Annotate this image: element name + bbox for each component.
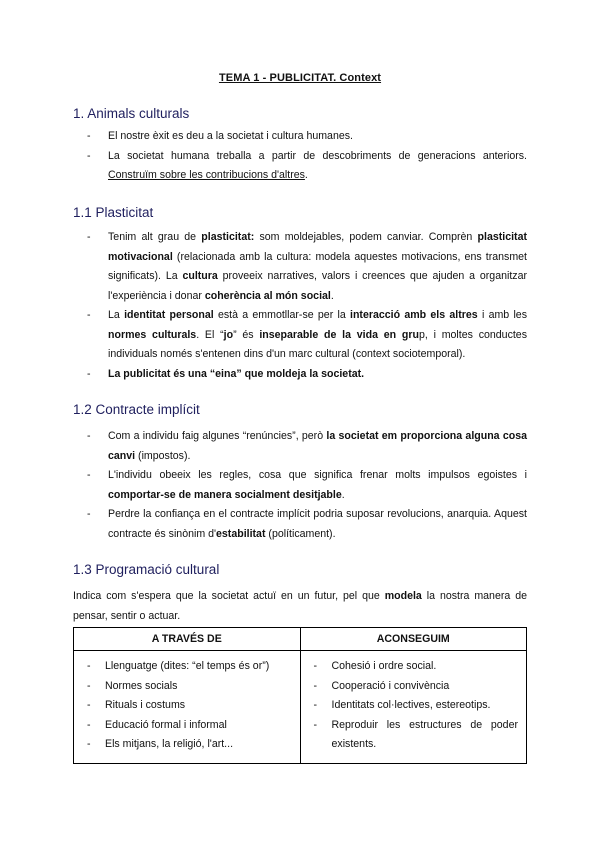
heading-programacio-cultural: 1.3 Programació cultural — [73, 562, 220, 577]
list-item: - La identitat personal està a emmotllar-se per la interacció amb els altres i amb les normes culturals. El “jo” és inseparable de la vida en grup, i moltes conductes individuals només s'entenen dins d'un marc cultural (context sociotemporal). — [87, 306, 527, 365]
table-header-aconseguim: ACONSEGUIM — [300, 628, 527, 651]
list-item: - La publicitat és una “eina” que moldeja la societat. — [87, 365, 527, 385]
list-item: - Tenim alt grau de plasticitat: som moldejables, podem canviar. Comprèn plasticitat motivacional (relacionada amb la cultura: modela aquestes motivacions, ens transmet significats). La cultura proveeix narratives, valors i creences que ajuden a organitzar l'experiència i donar coherència al món social. — [87, 228, 527, 306]
list-contracte-implicit — [87, 427, 527, 544]
list-item: - Perdre la confiança en el contracte implícit podria suposar revolucions, anarquia. Aquest contracte és sinònim d'estabilitat (políticament). — [87, 505, 527, 544]
heading-plasticitat: 1.1 Plasticitat — [73, 205, 154, 220]
paragraph-programacio: Indica com s'espera que la societat actuï en un futur, pel que modela la nostra manera de pensar, sentir o actuar. — [73, 590, 527, 622]
list-item: - Reproduir les estructures de poder existents. — [309, 716, 519, 755]
list-animals-culturals — [87, 127, 527, 186]
list-item: - Rituals i costums — [82, 696, 292, 716]
heading-contracte-implicit: 1.2 Contracte implícit — [73, 402, 200, 417]
list-item: - Identitats col·lectives, estereotips. — [309, 696, 519, 716]
table-cell-right — [300, 651, 527, 764]
list-item: - L'individu obeeix les regles, cosa que significa frenar molts impulsos egoistes i comportar-se de manera socialment desitjable. — [87, 466, 527, 505]
underlined-text: Construïm sobre les contribucions d'altres — [108, 169, 305, 181]
list-item: - Cooperació i convivència — [309, 677, 519, 697]
list-item: - Normes socials — [82, 677, 292, 697]
list-item: - Els mitjans, la religió, l'art... — [82, 735, 292, 755]
document-title: TEMA 1 - PUBLICITAT. Context — [218, 72, 382, 84]
table-cell-left — [74, 651, 301, 764]
list-item: - Llenguatge (dites: “el temps és or”) — [82, 657, 292, 677]
comparison-table — [73, 627, 527, 764]
list-item: - Educació formal i informal — [82, 716, 292, 736]
list-plasticitat — [87, 228, 527, 384]
list-item: - El nostre èxit es deu a la societat i cultura humanes. — [87, 127, 527, 147]
list-item: - Com a individu faig algunes “renúncies”, però la societat em proporciona alguna cosa canvi (impostos). — [87, 427, 527, 466]
table-header-a-traves-de: A TRAVÉS DE — [74, 628, 301, 651]
list-item: - La societat humana treballa a partir de descobriments de generacions anteriors. Construïm sobre les contribucions d'altres. — [87, 147, 527, 186]
list-aconseguim — [309, 657, 519, 755]
list-item: - Cohesió i ordre social. — [309, 657, 519, 677]
heading-animals-culturals: 1. Animals culturals — [73, 106, 190, 121]
list-a-traves-de — [82, 657, 292, 755]
